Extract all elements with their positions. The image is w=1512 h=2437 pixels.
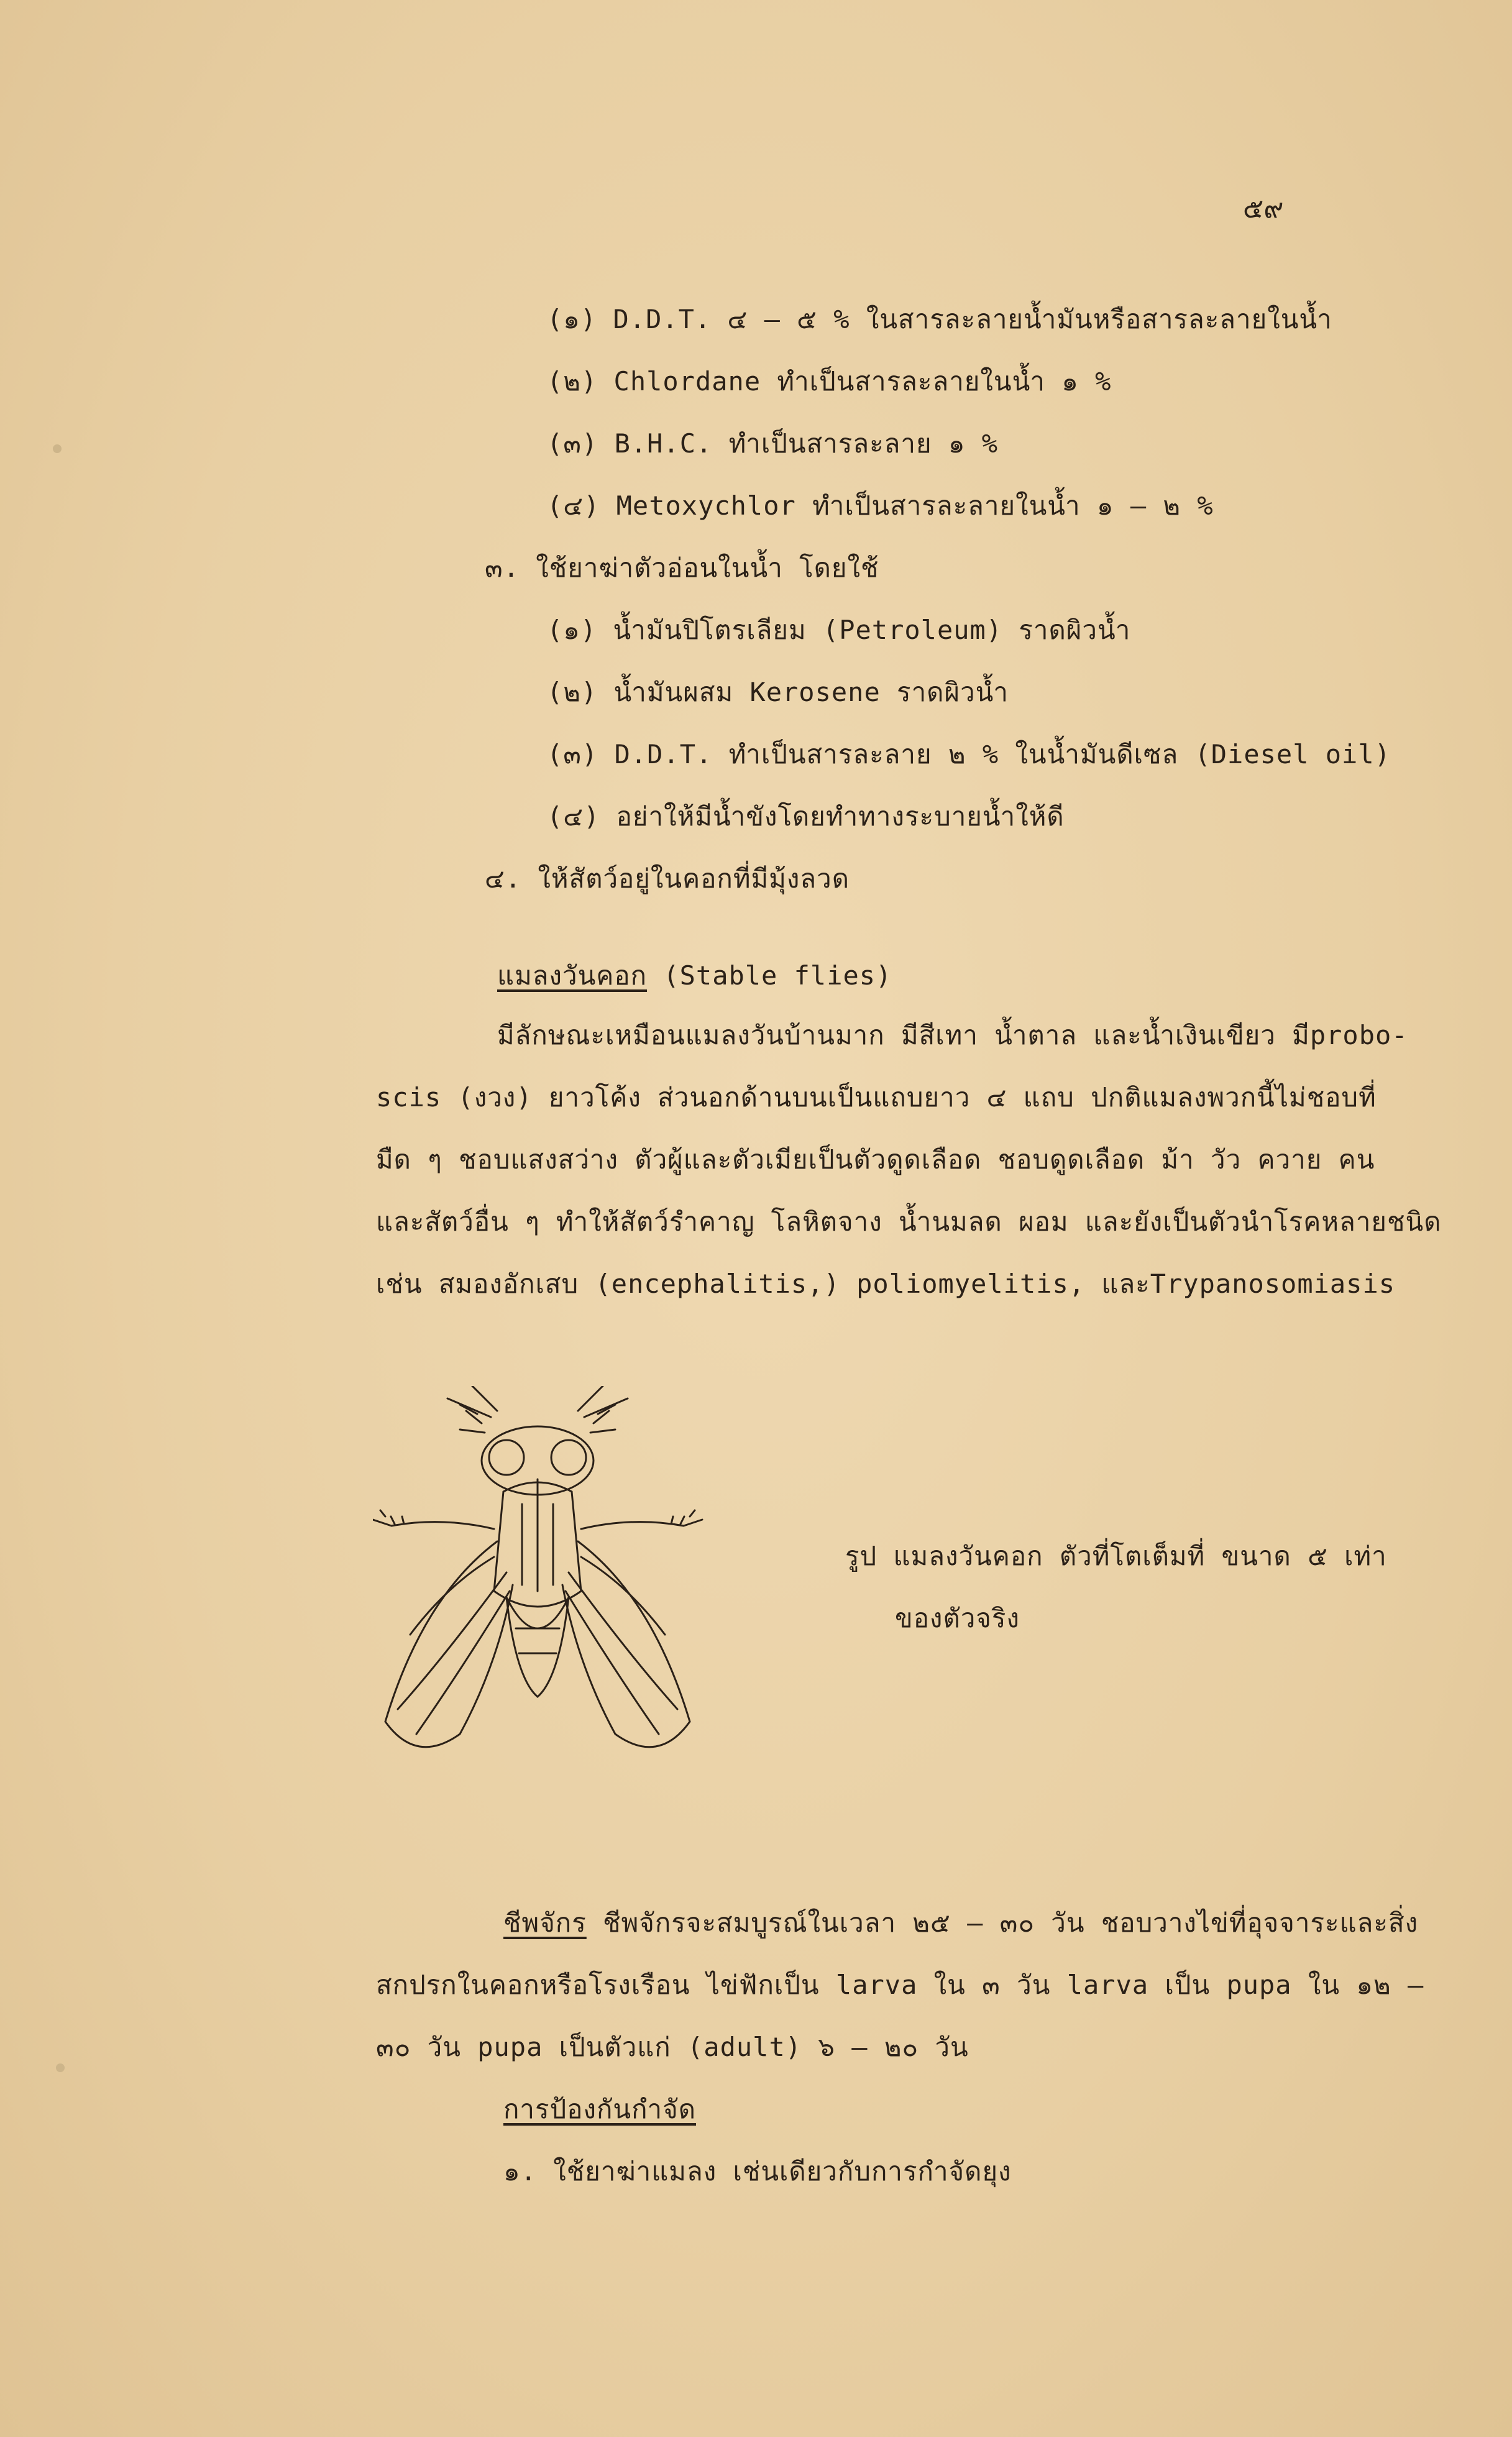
paragraph-line: scis (งวง) ยาวโค้ง ส่วนอกด้านบนเป็นแถบยาว ๔ แถบ ปกติแมลงพวกนี้ไม่ชอบที่ <box>376 1082 1377 1113</box>
section-heading-thai: แมลงวันคอก <box>497 960 648 991</box>
list-item: (๑) D.D.T. ๔ – ๕ % ในสารละลายน้ำมันหรือสารละลายในน้ำ <box>547 304 1332 334</box>
page-number: ๕๙ <box>1243 193 1284 224</box>
list-item: ๑. ใช้ยาฆ่าแมลง เช่นเดียวกับการกำจัดยุง <box>503 2156 1012 2187</box>
list-item: ๓. ใช้ยาฆ่าตัวอ่อนในน้ำ โดยใช้ <box>485 553 879 583</box>
paragraph-line: และสัตว์อื่น ๆ ทำให้สัตว์รำคาญ โลหิตจาง น้ำนมลด ผอม และยังเป็นตัวนำโรคหลายชนิด <box>376 1206 1442 1237</box>
figure-caption: ของตัวจริง <box>895 1603 1020 1633</box>
section-heading <box>497 957 892 994</box>
list-item: (๓) D.D.T. ทำเป็นสารละลาย ๒ % ในน้ำมันดีเซล (Diesel oil) <box>547 739 1391 769</box>
paragraph-line: เช่น สมองอักเสบ (encephalitis,) poliomyelitis, และTrypanosomiasis <box>376 1269 1396 1299</box>
list-item: (๓) B.H.C. ทำเป็นสารละลาย ๑ % <box>547 428 999 459</box>
list-item: (๒) Chlordane ทำเป็นสารละลายในน้ำ ๑ % <box>547 366 1112 397</box>
lifecycle-text: ชีพจักรจะสมบูรณ์ในเวลา ๒๕ – ๓๐ วัน ชอบวางไข่ที่อุจจาระและสิ่ง <box>586 1907 1419 1938</box>
list-item: (๔) Metoxychlor ทำเป็นสารละลายในน้ำ ๑ – ๒ % <box>547 490 1214 521</box>
list-item: (๔) อย่าให้มีน้ำขังโดยทำทางระบายน้ำให้ดี <box>547 801 1065 832</box>
paper-spot <box>53 444 62 453</box>
list-item: ๔. ให้สัตว์อยู่ในคอกที่มีมุ้งลวด <box>485 863 850 894</box>
list-item: (๑) น้ำมันปิโตรเลียม (Petroleum) ราดผิวน้ำ <box>547 615 1131 645</box>
control-heading: การป้องกันกำจัด <box>503 2094 697 2124</box>
paragraph-line: ๓๐ วัน pupa เป็นตัวแก่ (adult) ๖ – ๒๐ วัน <box>376 2032 969 2062</box>
paragraph-line: สกปรกในคอกหรือโรงเรือน ไข่ฟักเป็น larva ใน ๓ วัน larva เป็น pupa ใน ๑๒ – <box>376 1970 1424 2000</box>
list-item: (๒) น้ำมันผสม Kerosene ราดผิวน้ำ <box>547 677 1009 707</box>
paragraph-line <box>503 1904 1418 1942</box>
figure-caption: รูป แมลงวันคอก ตัวที่โตเต็มที่ ขนาด ๕ เท่า <box>845 1541 1387 1571</box>
section-heading-english: (Stable flies) <box>647 960 892 991</box>
paragraph-line: มีลักษณะเหมือนแมลงวันบ้านมาก มีสีเทา น้ำตาล และน้ำเงินเขียว มีprobo- <box>497 1020 1408 1050</box>
paper-spot <box>56 2063 65 2072</box>
stable-fly-illustration <box>373 1386 795 1809</box>
paragraph-line: มืด ๆ ชอบแสงสว่าง ตัวผู้และตัวเมียเป็นตัวดูดเลือด ชอบดูดเลือด ม้า วัว ควาย คน <box>376 1144 1375 1175</box>
lifecycle-heading: ชีพจักร <box>503 1907 587 1938</box>
